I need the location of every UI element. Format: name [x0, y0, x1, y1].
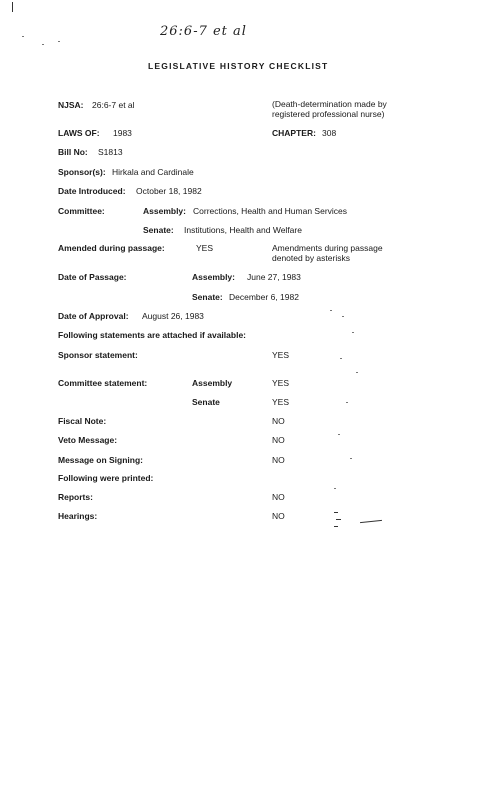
chapter-value: 308: [322, 128, 337, 138]
fiscal-note-value: NO: [272, 416, 285, 426]
bill-no-value: S1813: [98, 147, 123, 157]
scan-speck: [356, 372, 358, 373]
laws-of-label: LAWS OF:: [58, 128, 100, 138]
passage-senate-label: Senate:: [192, 292, 223, 302]
veto-message-value: NO: [272, 435, 285, 445]
date-introduced-value: October 18, 1982: [136, 186, 202, 196]
sponsor-statement-value: YES: [272, 350, 290, 360]
attached-header: Following statements are attached if available:: [58, 330, 246, 340]
njsa-value: 26:6-7 et al: [92, 100, 135, 110]
approval-label: Date of Approval:: [58, 311, 129, 321]
amended-value: YES: [196, 243, 214, 253]
committee-statement-senate-value: YES: [272, 397, 290, 407]
scan-mark: [360, 520, 382, 523]
veto-message-label: Veto Message:: [58, 435, 118, 445]
printed-header: Following were printed:: [58, 473, 154, 483]
committee-assembly-label: Assembly:: [143, 206, 186, 216]
committee-statement-senate-label: Senate: [192, 397, 220, 407]
scan-speck: [58, 41, 60, 42]
scan-speck: [334, 488, 336, 489]
sponsor-statement-label: Sponsor statement:: [58, 350, 138, 360]
message-signing-label: Message on Signing:: [58, 455, 144, 465]
scan-speck: [350, 458, 352, 459]
amended-note-1: Amendments during passage: [272, 243, 383, 253]
laws-of-value: 1983: [113, 128, 132, 138]
reports-value: NO: [272, 492, 285, 502]
handwritten-note: 26:6-7 et al: [160, 24, 247, 39]
passage-assembly-label: Assembly:: [192, 272, 235, 282]
committee-statement-label: Committee statement:: [58, 378, 148, 388]
passage-senate-value: December 6, 1982: [229, 292, 299, 302]
scan-mark: [334, 526, 338, 527]
note-line-1: (Death-determination made by: [272, 99, 387, 109]
scan-speck: [330, 310, 332, 311]
margin-mark: [12, 2, 13, 12]
scan-speck: [338, 434, 340, 435]
committee-label: Committee:: [58, 206, 105, 216]
hearings-value: NO: [272, 511, 285, 521]
amended-label: Amended during passage:: [58, 243, 165, 253]
page-title: LEGISLATIVE HISTORY CHECKLIST: [148, 61, 329, 71]
date-introduced-label: Date Introduced:: [58, 186, 126, 196]
message-signing-value: NO: [272, 455, 285, 465]
committee-statement-assembly-value: YES: [272, 378, 290, 388]
scan-speck: [22, 36, 24, 37]
scan-speck: [346, 402, 348, 403]
njsa-label: NJSA:: [58, 100, 84, 110]
passage-assembly-value: June 27, 1983: [247, 272, 301, 282]
amended-note-2: denoted by asterisks: [272, 253, 350, 263]
scan-mark: [334, 512, 338, 513]
scan-speck: [340, 358, 342, 359]
approval-value: August 26, 1983: [142, 311, 204, 321]
hearings-label: Hearings:: [58, 511, 98, 521]
committee-statement-assembly-label: Assembly: [192, 378, 233, 388]
reports-label: Reports:: [58, 492, 93, 502]
sponsor-label: Sponsor(s):: [58, 167, 106, 177]
sponsor-value: Hirkala and Cardinale: [112, 167, 194, 177]
passage-label: Date of Passage:: [58, 272, 127, 282]
scan-mark: [336, 519, 341, 520]
chapter-label: CHAPTER:: [272, 128, 316, 138]
committee-senate-value: Institutions, Health and Welfare: [184, 225, 302, 235]
scan-speck: [42, 44, 44, 45]
committee-senate-label: Senate:: [143, 225, 174, 235]
scan-speck: [342, 316, 344, 317]
note-line-2: registered professional nurse): [272, 109, 385, 119]
fiscal-note-label: Fiscal Note:: [58, 416, 107, 426]
scan-speck: [352, 332, 354, 333]
committee-assembly-value: Corrections, Health and Human Services: [193, 206, 348, 216]
bill-no-label: Bill No:: [58, 147, 88, 157]
